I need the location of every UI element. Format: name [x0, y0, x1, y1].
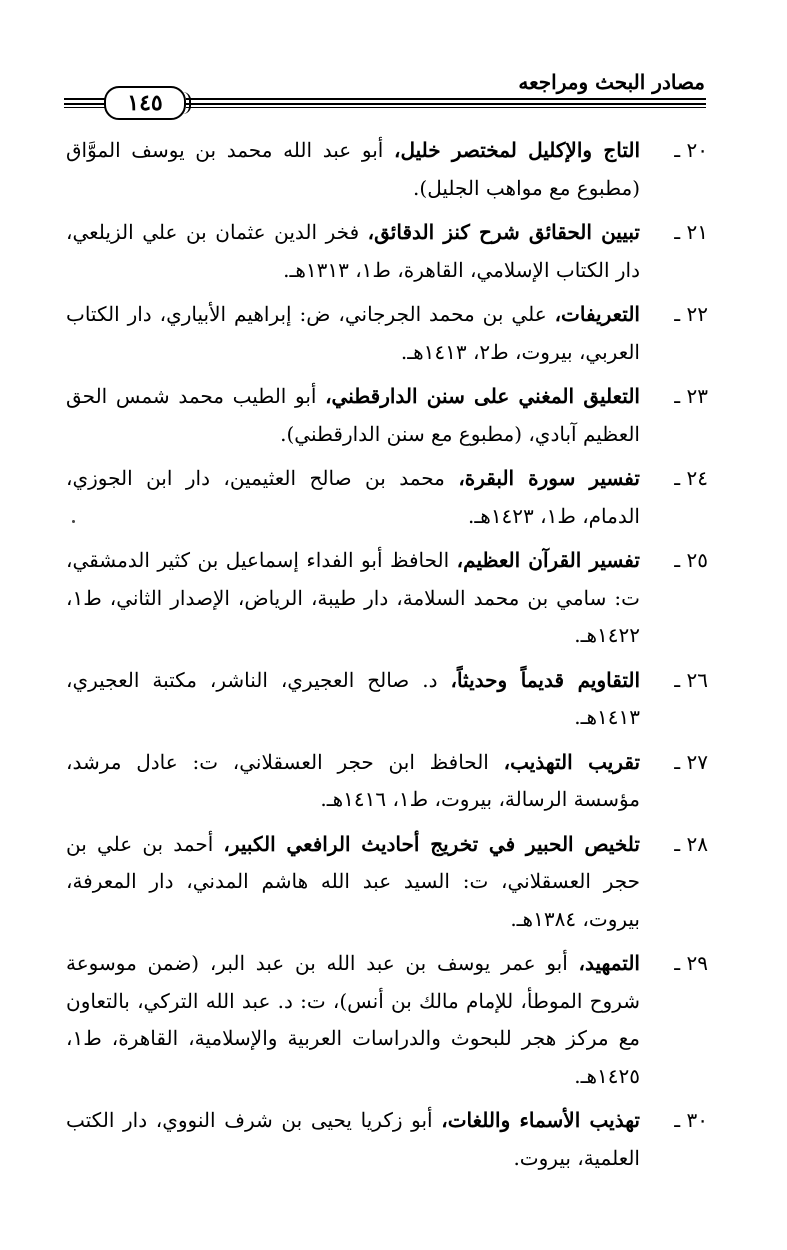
reference-entry — [66, 945, 708, 1095]
entry-number: ٢٣ ـ — [674, 384, 708, 408]
entry-details: محمد بن صالح العثيمين، دار ابن الجوزي، الدمام، ط١، ١٤٢٣هـ. — [66, 466, 640, 528]
reference-entry — [66, 460, 708, 535]
entry-title: التاج والإكليل لمختصر خليل، — [393, 138, 641, 162]
entry-title: التقاويم قديماً وحديثاً، — [450, 667, 641, 692]
entry-title: التعريفات، — [554, 302, 640, 326]
reference-entry — [66, 132, 708, 207]
reference-entry — [66, 826, 708, 939]
header-rule-left — [64, 96, 106, 110]
entry-number: ٢٥ ـ — [674, 548, 708, 572]
entry-number: ٣٠ ـ — [674, 1108, 708, 1132]
entry-number: ٢٠ ـ — [674, 138, 708, 162]
entry-title: تفسير سورة البقرة، — [458, 466, 640, 490]
entry-number: ٢٦ ـ — [674, 667, 708, 692]
scan-speck — [72, 520, 75, 523]
reference-entry — [66, 378, 708, 453]
entry-title: التمهيد، — [578, 951, 640, 975]
entry-details: أبو عبد الله محمد بن يوسف الموَّاق (مطبوع مع مواهب الجليل). — [66, 138, 640, 200]
entry-title: تلخيص الحبير في تخريج أحاديث الرافعي الكبير، — [223, 831, 640, 856]
page-number: ١٤٥ — [104, 86, 186, 120]
entry-number: ٢٧ ـ — [674, 749, 708, 774]
entry-number: ٢٤ ـ — [674, 466, 708, 490]
entry-details: أبو الطيب محمد شمس الحق العظيم آبادي، (مطبوع مع سنن الدارقطني). — [66, 384, 640, 446]
running-header-title: مصادر البحث ومراجعه — [518, 70, 705, 94]
header-rule-right — [186, 96, 706, 110]
entry-title: التعليق المغني على سنن الدارقطني، — [325, 384, 640, 408]
entry-title: تبيين الحقائق شرح كنز الدقائق، — [367, 220, 640, 244]
entry-details: علي بن محمد الجرجاني، ض: إبراهيم الأبياري، دار الكتاب العربي، بيروت، ط٢، ١٤١٣هـ. — [66, 302, 640, 364]
entry-number: ٢٨ ـ — [674, 831, 708, 856]
reference-entry — [66, 744, 708, 819]
entry-details: الحافظ ابن حجر العسقلاني، ت: عادل مرشد، مؤسسة الرسالة، بيروت، ط١، ١٤١٦هـ. — [66, 749, 640, 811]
reference-entry — [66, 214, 708, 289]
entry-details: أبو عمر يوسف بن عبد الله بن عبد البر، (ضمن موسوعة شروح الموطأ، للإمام مالك بن أنس)، ت: د. عبد الله التركي، بالتعاون مع مركز هجر للبحوث والدراسات العربية والإسلامية، القاهرة، ط١، ١٤٢٥هـ. — [66, 951, 640, 1088]
reference-list — [66, 132, 708, 1182]
reference-entry — [66, 1102, 708, 1177]
entry-title: تقريب التهذيب، — [503, 749, 641, 774]
entry-number: ٢٩ ـ — [674, 951, 708, 975]
entry-title: تهذيب الأسماء واللغات، — [441, 1108, 640, 1132]
reference-entry — [66, 662, 708, 737]
reference-entry — [66, 542, 708, 655]
reference-entry — [66, 296, 708, 371]
entry-title: تفسير القرآن العظيم، — [456, 548, 640, 572]
entry-number: ٢٢ ـ — [674, 302, 708, 326]
entry-details: أبو زكريا يحيى بن شرف النووي، دار الكتب العلمية، بيروت. — [66, 1108, 640, 1170]
entry-details: الحافظ أبو الفداء إسماعيل بن كثير الدمشقي، ت: سامي بن محمد السلامة، دار طيبة، الرياض، الإصدار الثاني، ط١، ١٤٢٢هـ. — [66, 548, 640, 647]
entry-number: ٢١ ـ — [674, 220, 708, 244]
entry-details: د. صالح العجيري، الناشر، مكتبة العجيري، ١٤١٣هـ. — [66, 667, 640, 729]
entry-details: فخر الدين عثمان بن علي الزيلعي، دار الكتاب الإسلامي، القاهرة، ط١، ١٣١٣هـ. — [66, 220, 640, 282]
entry-details: أحمد بن علي بن حجر العسقلاني، ت: السيد عبد الله هاشم المدني، دار المعرفة، بيروت، ١٣٨٤هـ. — [66, 831, 640, 931]
